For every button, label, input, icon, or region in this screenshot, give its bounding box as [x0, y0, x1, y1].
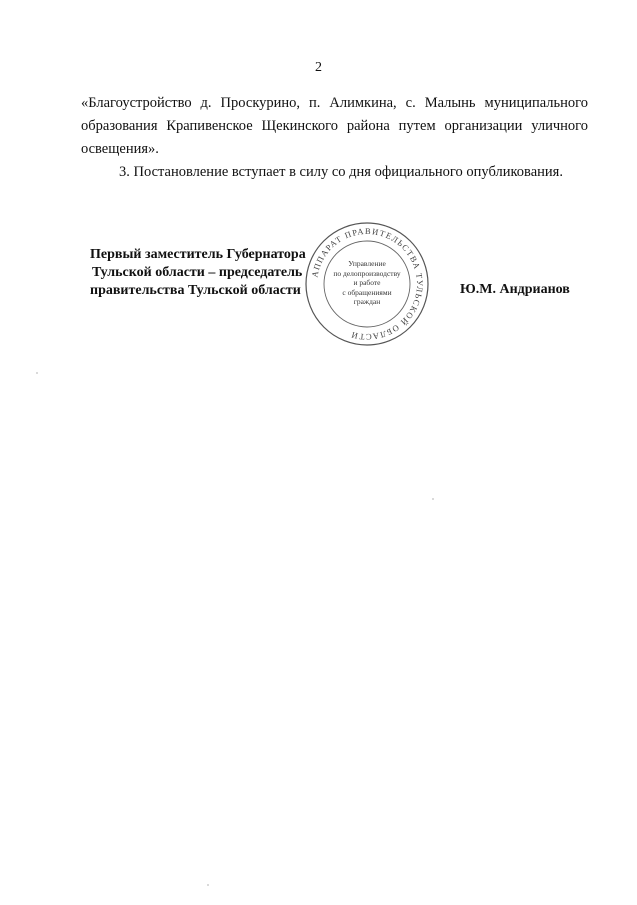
scan-speck	[432, 498, 434, 500]
scan-speck	[36, 372, 38, 374]
seal-inner-line-4: с обращениями	[342, 287, 392, 297]
scan-speck	[207, 884, 209, 886]
signatory-title-line-3: правительства Тульской области	[90, 283, 301, 298]
signatory-title-line-1: Первый заместитель Губернатора	[90, 247, 306, 262]
document-body	[81, 92, 588, 184]
seal-inner-text	[324, 259, 410, 307]
official-seal	[304, 221, 430, 347]
signatory-name: Ю.М. Андрианов	[460, 282, 570, 297]
paragraph-3: 3. Постановление вступает в силу со дня официального опубликования.	[119, 164, 563, 180]
signatory-title-line-2: Тульской области – председатель	[92, 265, 303, 280]
seal-ring-text: АППАРАТ ПРАВИТЕЛЬСТВА ТУЛЬСКОЙ ОБЛАСТИ	[309, 225, 426, 343]
paragraph-continuation: «Благоустройство д. Проскурино, п. Алимкина, с. Малынь муниципального образования Крапивенское Щекинского района путем организации уличного освещения».	[81, 95, 588, 157]
seal-inner-line-2: по делопроизводству	[333, 268, 401, 278]
seal-inner-line-1: Управление	[348, 259, 386, 268]
signatory-title	[90, 246, 306, 300]
seal-inner-line-5: граждан	[353, 297, 381, 306]
page-number: 2	[315, 60, 322, 75]
seal-inner-line-3: и работе	[353, 278, 381, 287]
